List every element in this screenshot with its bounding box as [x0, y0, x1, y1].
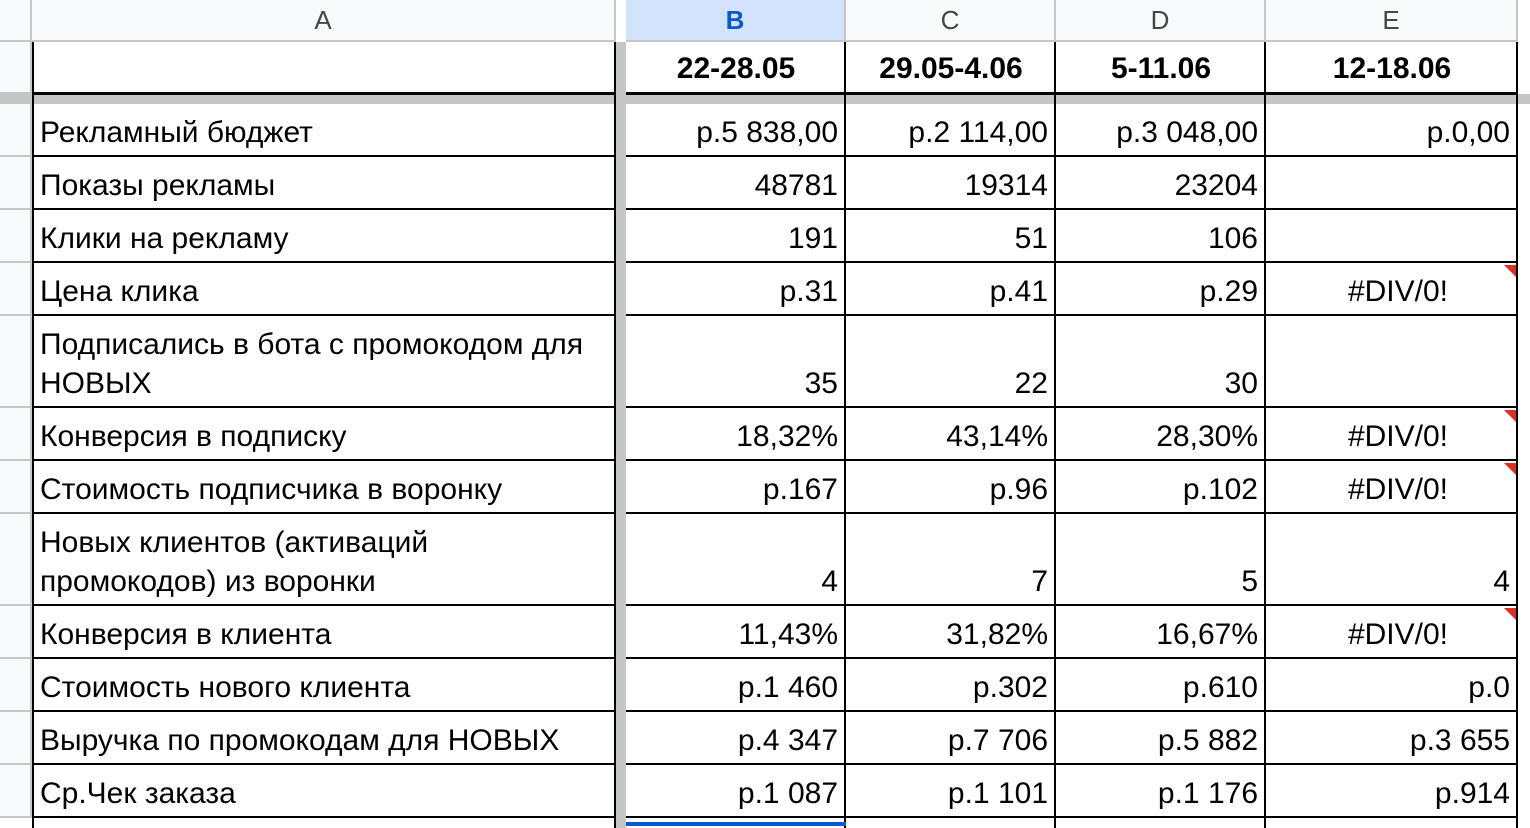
cell-border [1266, 92, 1518, 95]
data-cell[interactable]: р.29 [1199, 275, 1258, 308]
data-cell[interactable]: 18,32% [736, 420, 838, 453]
data-cell[interactable] [1266, 157, 1518, 210]
data-cell[interactable]: #DIV/0! [1347, 618, 1448, 651]
header-cell-period: 12-18.06 [1332, 51, 1452, 85]
row-header[interactable] [0, 765, 32, 818]
row-label[interactable]: Новых клиентов (активаций промокодов) из воронки [40, 526, 429, 598]
row-label[interactable]: Ср.Чек заказа [40, 777, 236, 810]
data-cell[interactable]: р.96 [989, 473, 1048, 506]
row-label[interactable]: Клики на рекламу [40, 222, 289, 255]
data-cell[interactable]: 22 [1014, 367, 1048, 400]
data-cell[interactable]: 19314 [964, 169, 1048, 202]
row-header[interactable] [0, 461, 32, 514]
frozen-column-divider[interactable] [616, 42, 626, 828]
data-cell[interactable]: р.5 882 [1157, 724, 1258, 757]
selected-cell-indicator [626, 822, 846, 826]
data-cell[interactable]: р.4 347 [737, 724, 838, 757]
data-cell[interactable]: #DIV/0! [1347, 473, 1448, 506]
cell-border [626, 816, 846, 818]
row-label[interactable]: Показы рекламы [40, 169, 276, 202]
header-cell-period: 5-11.06 [1110, 51, 1212, 85]
frozen-row-divider[interactable] [0, 94, 1530, 104]
data-cell[interactable]: 4 [821, 565, 838, 598]
row-header-1[interactable] [0, 42, 32, 94]
row-header[interactable] [0, 104, 32, 157]
row-header[interactable] [0, 712, 32, 765]
cell-border [32, 42, 34, 828]
row-label[interactable]: Стоимость подписчика в воронку [40, 473, 503, 506]
cell-border [1264, 42, 1266, 828]
cell-border [844, 42, 846, 828]
data-cell[interactable]: р.1 176 [1157, 777, 1258, 810]
row-label[interactable]: Конверсия в клиента [40, 618, 332, 651]
data-cell[interactable]: 43,14% [946, 420, 1048, 453]
data-cell[interactable]: р.0,00 [1426, 116, 1510, 149]
data-cell[interactable]: р.167 [762, 473, 838, 506]
cell-border [1056, 816, 1266, 818]
row-header[interactable] [0, 514, 32, 606]
data-cell[interactable]: р.610 [1182, 671, 1258, 704]
data-cell[interactable]: 51 [1014, 222, 1048, 255]
cell-border [614, 42, 616, 828]
cell-border [626, 92, 846, 95]
error-indicator-icon[interactable] [1504, 463, 1516, 475]
data-cell[interactable]: р.7 706 [947, 724, 1048, 757]
row-label[interactable]: Цена клика [40, 275, 199, 308]
data-cell[interactable]: р.302 [972, 671, 1048, 704]
error-indicator-icon[interactable] [1504, 410, 1516, 422]
data-cell[interactable]: р.1 101 [947, 777, 1048, 810]
row-header[interactable] [0, 210, 32, 263]
select-all-corner[interactable] [0, 0, 32, 42]
column-header-a[interactable]: A [32, 0, 616, 42]
row-header[interactable] [0, 408, 32, 461]
row-label[interactable]: Подписались в бота с промокодом для НОВЫХ [40, 328, 584, 400]
data-cell[interactable]: р.3 655 [1409, 724, 1510, 757]
data-cell[interactable]: #DIV/0! [1347, 420, 1448, 453]
row-header[interactable] [0, 316, 32, 408]
data-cell[interactable]: р.2 114,00 [908, 116, 1048, 149]
column-header-b[interactable]: B [626, 0, 846, 42]
data-cell[interactable]: 16,67% [1156, 618, 1258, 651]
data-cell[interactable]: р.102 [1182, 473, 1258, 506]
header-cell-period: 22-28.05 [676, 51, 796, 85]
cell-border [1266, 816, 1518, 818]
cell-border [846, 92, 1056, 95]
column-header-e[interactable]: E [1266, 0, 1518, 42]
row-label[interactable]: Рекламный бюджет [40, 116, 313, 149]
data-cell[interactable]: #DIV/0! [1347, 275, 1448, 308]
cell-border [32, 92, 616, 95]
data-cell[interactable]: 4 [1493, 565, 1510, 598]
data-cell[interactable]: р.0 [1468, 671, 1510, 704]
data-cell[interactable]: р.5 838,00 [696, 116, 838, 149]
data-cell[interactable] [1266, 316, 1518, 408]
data-cell[interactable]: р.1 460 [737, 671, 838, 704]
header-cell-blank [32, 42, 616, 94]
column-header-d[interactable]: D [1056, 0, 1266, 42]
row-header[interactable] [0, 157, 32, 210]
data-cell[interactable]: р.914 [1434, 777, 1510, 810]
data-cell[interactable]: 7 [1031, 565, 1048, 598]
data-cell[interactable]: 35 [804, 367, 838, 400]
data-cell[interactable]: 191 [787, 222, 838, 255]
row-header[interactable] [0, 263, 32, 316]
data-cell[interactable]: 31,82% [946, 618, 1048, 651]
data-cell[interactable]: 106 [1207, 222, 1258, 255]
column-header-c[interactable]: C [846, 0, 1056, 42]
cell-border [1516, 42, 1518, 828]
data-cell[interactable]: р.3 048,00 [1116, 116, 1258, 149]
data-cell[interactable]: 30 [1224, 367, 1258, 400]
data-cell[interactable]: 11,43% [738, 618, 838, 651]
row-header[interactable] [0, 659, 32, 712]
data-cell[interactable]: р.41 [989, 275, 1048, 308]
data-cell[interactable]: 5 [1241, 565, 1258, 598]
data-cell[interactable] [1266, 210, 1518, 263]
row-label[interactable]: Выручка по промокодам для НОВЫХ [40, 724, 560, 757]
data-cell[interactable]: 23204 [1174, 169, 1258, 202]
data-cell[interactable]: 48781 [754, 169, 838, 202]
data-cell[interactable]: 28,30% [1156, 420, 1258, 453]
cell-border [1054, 42, 1056, 828]
row-label[interactable]: Конверсия в подписку [40, 420, 347, 453]
cell-border [1056, 92, 1266, 95]
data-cell[interactable]: р.31 [779, 275, 838, 308]
row-header[interactable] [0, 606, 32, 659]
error-indicator-icon[interactable] [1504, 265, 1516, 277]
cell-border [846, 816, 1056, 818]
data-cell[interactable]: р.1 087 [737, 777, 838, 810]
error-indicator-icon[interactable] [1504, 608, 1516, 620]
header-cell-period: 29.05-4.06 [879, 51, 1023, 85]
row-label[interactable]: Стоимость нового клиента [40, 671, 411, 704]
cell-border [32, 816, 616, 818]
